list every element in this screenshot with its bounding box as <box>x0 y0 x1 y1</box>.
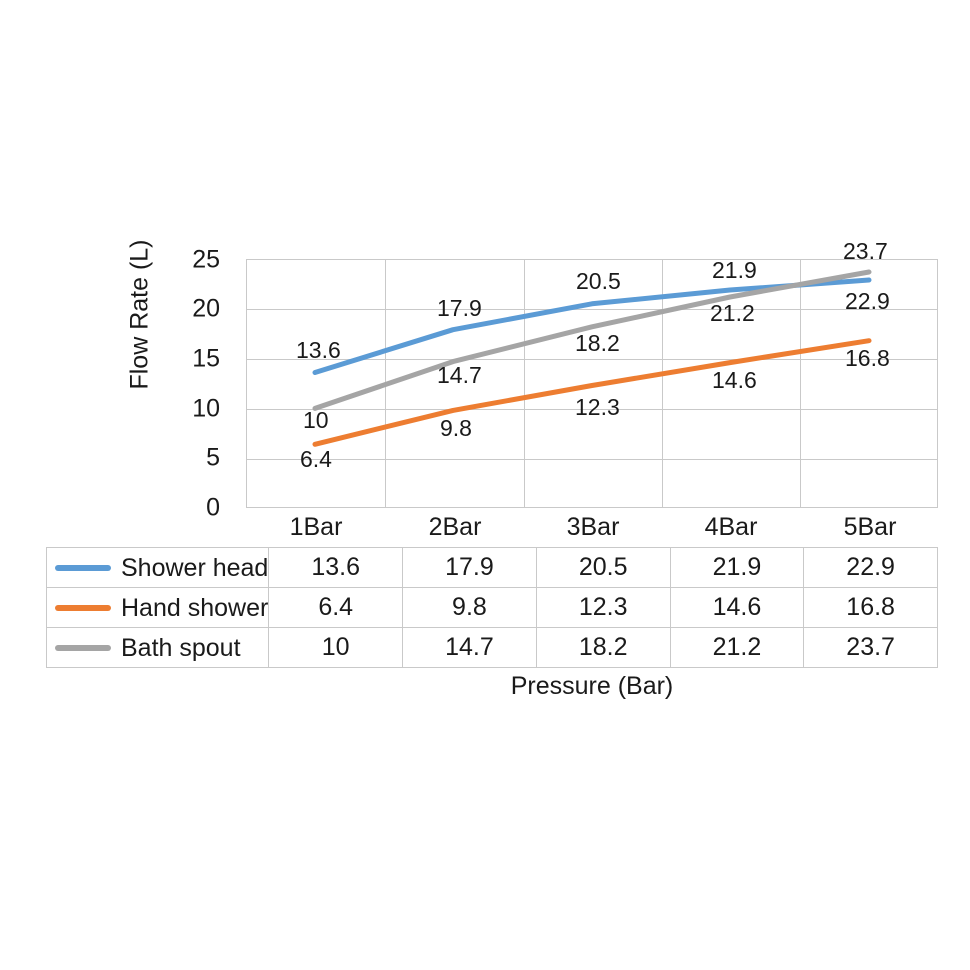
cell-shower-head-1bar: 13.6 <box>269 548 403 588</box>
legend-item-shower-head <box>47 548 269 588</box>
cell-shower-head-5bar: 22.9 <box>804 548 938 588</box>
point-label-hand-shower-5: 16.8 <box>845 345 890 371</box>
data-table <box>46 547 938 668</box>
x-tick-label-2bar: 2Bar <box>428 513 482 541</box>
point-label-shower-head-4: 21.9 <box>712 257 757 283</box>
legend-item-bath-spout <box>47 628 269 668</box>
table-row <box>47 628 938 668</box>
x-tick-label-5bar: 5Bar <box>843 513 897 541</box>
cell-hand-shower-2bar: 9.8 <box>403 588 537 628</box>
point-label-hand-shower-4: 14.6 <box>712 367 757 393</box>
cell-bath-spout-4bar: 21.2 <box>670 628 804 668</box>
cell-bath-spout-2bar: 14.7 <box>403 628 537 668</box>
cell-hand-shower-4bar: 14.6 <box>670 588 804 628</box>
cell-shower-head-2bar: 17.9 <box>403 548 537 588</box>
x-tick-label-1bar: 1Bar <box>289 513 343 541</box>
point-label-bath-spout-1: 10 <box>303 407 329 433</box>
point-label-hand-shower-3: 12.3 <box>575 394 620 420</box>
point-label-bath-spout-4: 21.2 <box>710 300 755 326</box>
y-tick-label-0: 0 <box>206 493 220 522</box>
point-label-bath-spout-2: 14.7 <box>437 362 482 388</box>
cell-shower-head-3bar: 20.5 <box>536 548 670 588</box>
x-axis-title: Pressure (Bar) <box>510 672 674 700</box>
cell-shower-head-4bar: 21.9 <box>670 548 804 588</box>
point-label-hand-shower-1: 6.4 <box>300 446 332 472</box>
x-tick-label-3bar: 3Bar <box>566 513 620 541</box>
cell-bath-spout-5bar: 23.7 <box>804 628 938 668</box>
legend-swatch-icon-bath-spout <box>55 645 111 651</box>
legend-label-hand-shower: Hand shower <box>121 593 269 622</box>
point-label-hand-shower-2: 9.8 <box>440 415 472 441</box>
point-label-bath-spout-5: 23.7 <box>843 238 888 264</box>
point-label-shower-head-2: 17.9 <box>437 295 482 321</box>
y-axis-title: Flow Rate (L) <box>125 239 154 390</box>
y-tick-label-5: 5 <box>206 443 220 472</box>
cell-hand-shower-3bar: 12.3 <box>536 588 670 628</box>
legend-item-hand-shower <box>47 588 269 628</box>
legend-swatch-icon-hand-shower <box>55 605 111 611</box>
x-tick-label-4bar: 4Bar <box>704 513 758 541</box>
point-label-shower-head-1: 13.6 <box>296 337 341 363</box>
y-tick-label-15: 15 <box>192 344 220 373</box>
point-label-bath-spout-3: 18.2 <box>575 330 620 356</box>
y-tick-label-10: 10 <box>192 394 220 423</box>
series-lines <box>246 259 938 508</box>
table-row <box>47 588 938 628</box>
cell-bath-spout-1bar: 10 <box>269 628 403 668</box>
point-label-shower-head-3: 20.5 <box>576 268 621 294</box>
y-tick-label-25: 25 <box>192 245 220 274</box>
cell-bath-spout-3bar: 18.2 <box>536 628 670 668</box>
legend-swatch-icon-shower-head <box>55 565 111 571</box>
cell-hand-shower-5bar: 16.8 <box>804 588 938 628</box>
cell-hand-shower-1bar: 6.4 <box>269 588 403 628</box>
legend-label-shower-head: Shower head <box>121 553 269 582</box>
y-tick-label-20: 20 <box>192 294 220 323</box>
point-label-shower-head-5: 22.9 <box>845 288 890 314</box>
legend-label-bath-spout: Bath spout <box>121 633 241 662</box>
table-row <box>47 548 938 588</box>
